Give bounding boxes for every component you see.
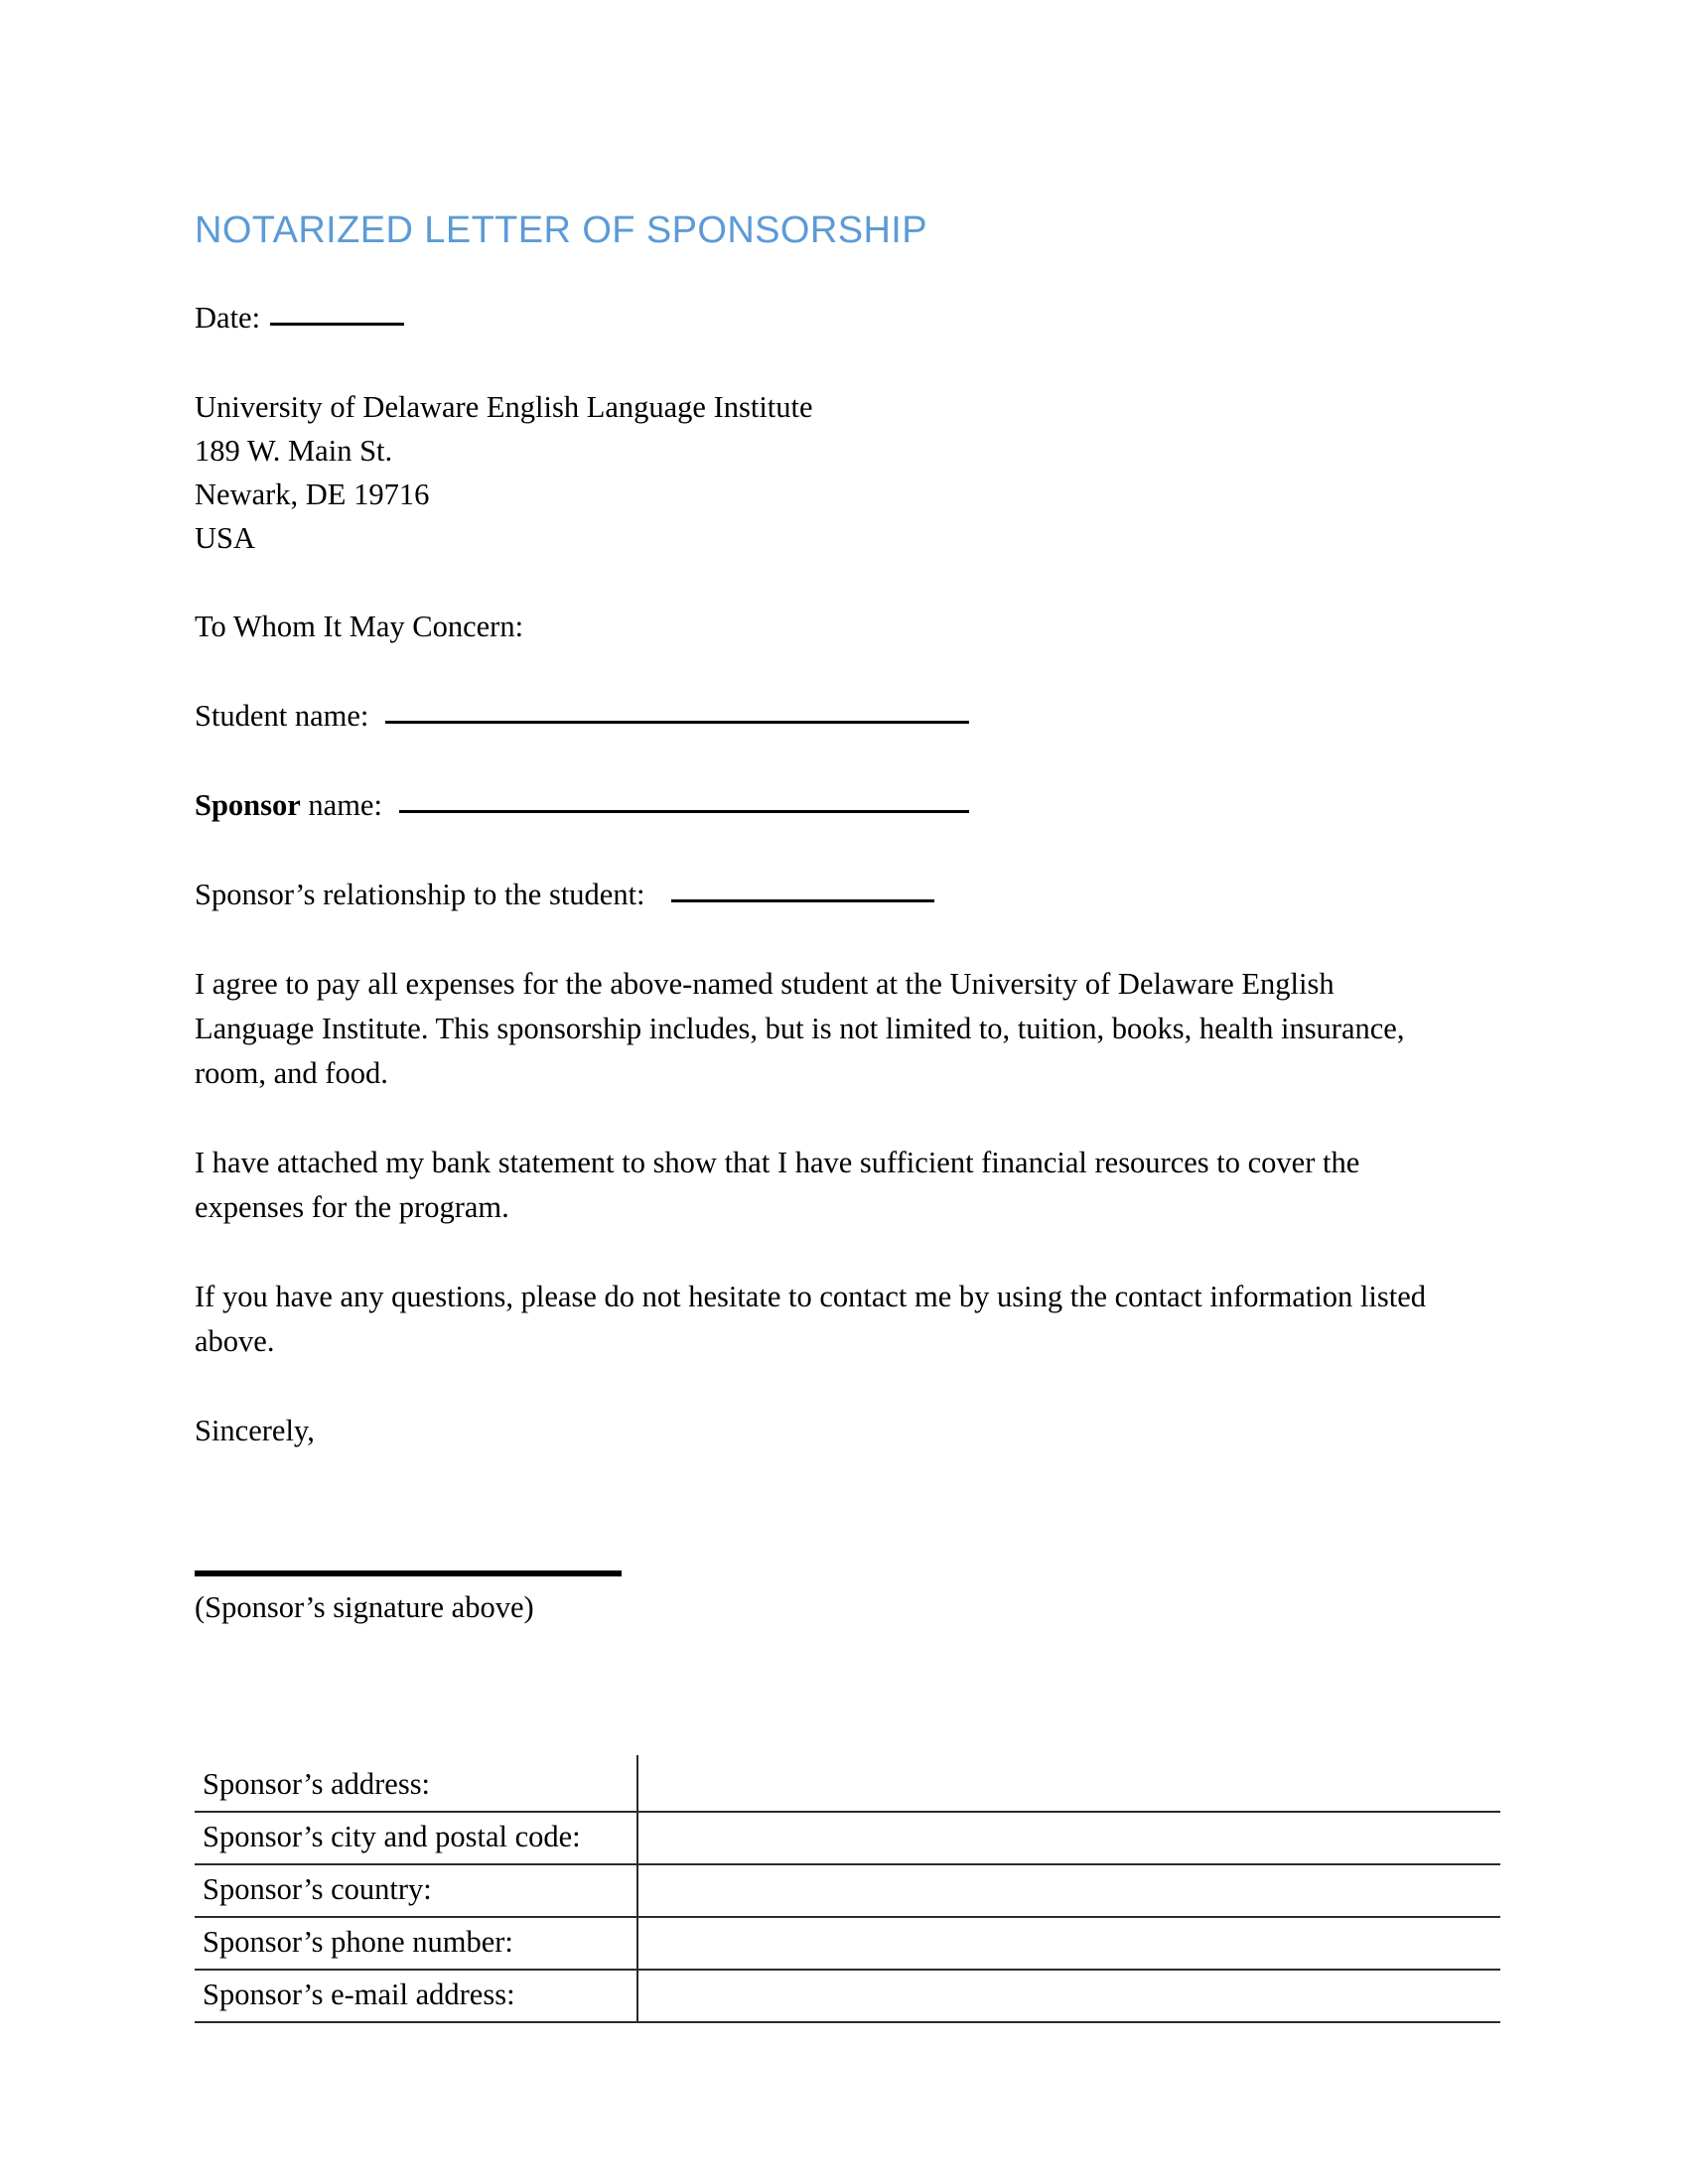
signature-space <box>195 1453 1448 1570</box>
sponsor-relationship-field-row <box>195 873 1448 917</box>
spacer <box>195 739 1448 783</box>
spacer <box>195 649 1448 694</box>
sponsor-name-label <box>195 783 382 828</box>
table-label-sponsor-city-postal: Sponsor’s city and postal code: <box>195 1812 637 1864</box>
table-value-sponsor-phone[interactable] <box>637 1917 1500 1970</box>
signature-line[interactable] <box>195 1570 622 1576</box>
table-value-sponsor-country[interactable] <box>637 1864 1500 1917</box>
document-body <box>195 210 1448 2023</box>
page-title: NOTARIZED LETTER OF SPONSORSHIP <box>195 209 927 251</box>
table-row <box>195 1864 1500 1917</box>
sponsor-contact-table <box>195 1755 1500 2023</box>
spacer <box>195 1096 1448 1141</box>
table-value-sponsor-city-postal[interactable] <box>637 1812 1500 1864</box>
paragraph-bank-statement: I have attached my bank statement to show that I have sufficient financial resources to cover the expenses for the program. <box>195 1146 1360 1225</box>
paragraph-agreement: I agree to pay all expenses for the above-named student at the University of Delaware English Language Institute. This sponsorship includes, but is not limited to, tuition, books, health insurance, room, and food. <box>195 967 1405 1091</box>
table-row <box>195 1755 1500 1812</box>
table-label-sponsor-email: Sponsor’s e-mail address: <box>195 1970 637 2022</box>
table-value-sponsor-email[interactable] <box>637 1970 1500 2022</box>
spacer <box>195 828 1448 873</box>
spacer <box>195 251 1448 296</box>
spacer <box>195 1364 1448 1409</box>
sponsor-name-input-blank[interactable] <box>399 810 969 813</box>
address-line-city-state-zip: Newark, DE 19716 <box>195 478 430 512</box>
address-line-street: 189 W. Main St. <box>195 434 393 469</box>
spacer <box>195 917 1448 962</box>
signature-caption: (Sponsor’s signature above) <box>195 1590 534 1625</box>
sponsor-name-label-bold: Sponsor <box>195 788 301 823</box>
table-row <box>195 1812 1500 1864</box>
sponsor-relationship-label: Sponsor’s relationship to the student: <box>195 878 645 912</box>
table-label-sponsor-address: Sponsor’s address: <box>195 1755 637 1812</box>
closing-salutation: Sincerely, <box>195 1414 315 1448</box>
student-name-label: Student name: <box>195 699 369 734</box>
table-label-sponsor-country: Sponsor’s country: <box>195 1864 637 1917</box>
spacer <box>195 341 1448 385</box>
student-name-field-row <box>195 694 1448 739</box>
spacer <box>195 1628 1448 1755</box>
table-value-sponsor-address[interactable] <box>637 1755 1500 1812</box>
spacer <box>195 560 1448 605</box>
table-row <box>195 1970 1500 2022</box>
student-name-input-blank[interactable] <box>385 721 969 724</box>
date-field-row <box>195 296 1448 341</box>
date-label: Date: <box>195 301 261 336</box>
salutation: To Whom It May Concern: <box>195 610 524 644</box>
sponsor-name-field-row <box>195 783 1448 828</box>
address-line-institute: University of Delaware English Language Institute <box>195 390 813 425</box>
recipient-address-block <box>195 385 1448 560</box>
paragraph-questions: If you have any questions, please do not hesitate to contact me by using the contact information listed above. <box>195 1280 1427 1359</box>
sponsor-name-label-rest: name: <box>308 788 382 823</box>
table-row <box>195 1917 1500 1970</box>
spacer <box>195 1230 1448 1275</box>
sponsor-relationship-input-blank[interactable] <box>671 899 934 902</box>
table-label-sponsor-phone: Sponsor’s phone number: <box>195 1917 637 1970</box>
address-line-country: USA <box>195 521 256 556</box>
date-input-blank[interactable] <box>270 323 404 326</box>
